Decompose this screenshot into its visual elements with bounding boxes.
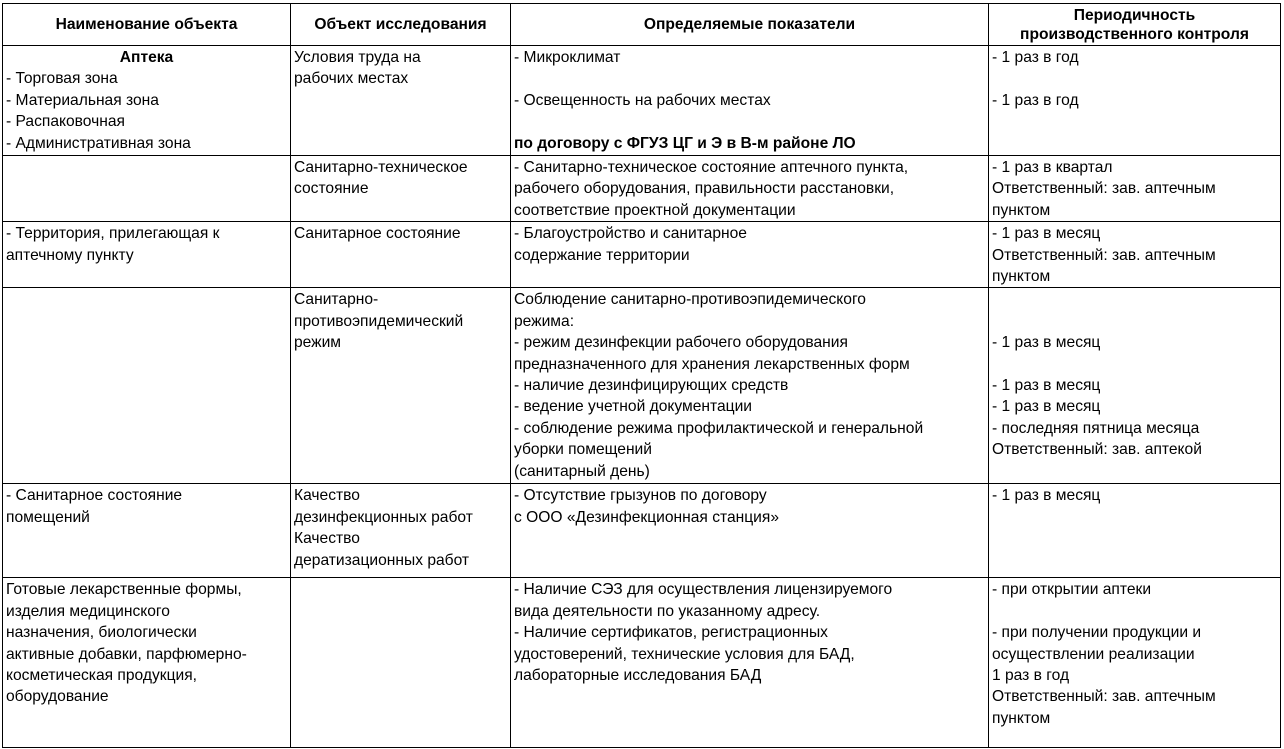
header-periodicity	[989, 4, 1281, 46]
cell-line: Качество	[294, 530, 360, 548]
cell-line: - 1 раз в год	[992, 91, 1079, 109]
cell-line: по договору с ФГУЗ ЦГ и Э в В-м районе ЛО	[514, 134, 856, 152]
header-row	[3, 4, 1281, 46]
cell-indicators	[511, 46, 989, 156]
cell-line: - наличие дезинфицирующих средств	[514, 377, 789, 395]
cell-line: уборки помещений	[514, 441, 652, 459]
cell-line: - Отсутствие грызунов по договору	[514, 487, 767, 505]
cell-line: пунктом	[992, 709, 1051, 727]
header-periodicity-line: производственного контроля	[1020, 25, 1249, 43]
cell-line: Ответственный: зав. аптекой	[992, 441, 1202, 459]
header-periodicity-line: Периодичность	[1073, 6, 1196, 24]
cell-line: Готовые лекарственные формы,	[6, 581, 242, 599]
cell-research-object	[291, 156, 511, 222]
cell-line: косметическая продукция,	[6, 667, 197, 685]
cell-line: - Наличие сертификатов, регистрационных	[514, 624, 828, 642]
cell-object-name	[3, 156, 291, 222]
cell-object-name	[3, 484, 291, 578]
cell-line: изделия медицинского	[6, 602, 170, 620]
table-row	[3, 222, 1281, 288]
cell-line: - 1 раз в год	[992, 49, 1079, 66]
cell-line: - режим дезинфекции рабочего оборудования	[514, 334, 848, 352]
cell-line: Аптека	[119, 49, 174, 66]
cell-line: содержание территории	[514, 246, 690, 264]
cell-indicators	[511, 288, 989, 484]
cell-line: осуществлении реализации	[992, 645, 1195, 663]
cell-line: Ответственный: зав. аптечным	[992, 246, 1216, 264]
cell-line: дератизационных работ	[294, 551, 470, 569]
cell-indicators	[511, 222, 989, 288]
cell-line: - последняя пятница месяца	[992, 419, 1200, 437]
cell-line: вида деятельности по указанному адресу.	[514, 602, 821, 620]
cell-line: Ответственный: зав. аптечным	[992, 180, 1216, 198]
cell-line: режима:	[514, 312, 575, 330]
cell-line: - 1 раз в месяц	[992, 225, 1101, 243]
table-row	[3, 156, 1281, 222]
cell-line	[992, 601, 1277, 622]
cell-periodicity	[989, 484, 1281, 578]
cell-periodicity	[989, 288, 1281, 484]
cell-periodicity	[989, 46, 1281, 156]
cell-line: назначения, биологически	[6, 624, 197, 642]
header-indicators: Определяемые показатели	[511, 4, 989, 46]
cell-line: рабочего оборудования, правильности расстановки,	[514, 180, 895, 198]
cell-line: (санитарный день)	[514, 462, 650, 480]
table-row	[3, 578, 1281, 748]
cell-line: состояние	[294, 180, 369, 198]
cell-line: - при открытии аптеки	[992, 581, 1152, 599]
cell-line: с ООО «Дезинфекционная станция»	[514, 508, 780, 526]
cell-line	[514, 68, 985, 89]
cell-line: предназначенного для хранения лекарственных форм	[514, 355, 910, 373]
cell-periodicity	[989, 222, 1281, 288]
cell-line: - Административная зона	[6, 134, 191, 152]
cell-line: рабочих местах	[294, 70, 409, 88]
cell-line: противоэпидемический	[294, 312, 464, 330]
cell-line: активные добавки, парфюмерно-	[6, 645, 247, 663]
cell-line: 1 раз в год	[992, 667, 1070, 685]
cell-line: Качество	[294, 487, 360, 505]
cell-line: Санитарное состояние	[294, 225, 461, 243]
cell-line: - Материальная зона	[6, 91, 159, 109]
cell-object-name	[3, 288, 291, 484]
cell-line: дезинфекционных работ	[294, 508, 473, 526]
cell-line: - 1 раз в месяц	[992, 487, 1101, 505]
table-row	[3, 46, 1281, 156]
cell-line: соответствие проектной документации	[514, 201, 796, 219]
cell-research-object	[291, 484, 511, 578]
header-object-name: Наименование объекта	[3, 4, 291, 46]
cell-line	[992, 289, 1277, 310]
cell-line: - ведение учетной документации	[514, 398, 752, 416]
cell-research-object	[291, 46, 511, 156]
cell-research-object	[291, 288, 511, 484]
cell-line: - соблюдение режима профилактической и генеральной	[514, 419, 924, 437]
cell-object-name	[3, 46, 291, 156]
cell-line: - Санитарное состояние	[6, 487, 183, 505]
cell-line: - 1 раз в месяц	[992, 377, 1101, 395]
cell-line: - Благоустройство и санитарное	[514, 225, 747, 243]
cell-periodicity	[989, 156, 1281, 222]
cell-line: - 1 раз в месяц	[992, 398, 1101, 416]
cell-line: пунктом	[992, 268, 1051, 286]
cell-line: - Торговая зона	[6, 70, 118, 88]
cell-line: - Наличие СЭЗ для осуществления лицензируемого	[514, 581, 893, 599]
cell-line: - 1 раз в квартал	[992, 159, 1113, 176]
cell-line: - Освещенность на рабочих местах	[514, 91, 771, 109]
cell-indicators	[511, 484, 989, 578]
cell-line	[992, 68, 1277, 89]
cell-line: лабораторные исследования БАД	[514, 667, 762, 685]
cell-line: - Территория, прилегающая к	[6, 225, 220, 243]
table-row	[3, 484, 1281, 578]
cell-line: удостоверений, технические условия для БАД,	[514, 645, 855, 663]
cell-line: Санитарно-техническое	[294, 159, 468, 176]
cell-line	[992, 311, 1277, 332]
cell-line: Условия труда на	[294, 49, 421, 66]
cell-line: - Микроклимат	[514, 49, 621, 66]
cell-line: Соблюдение санитарно-противоэпидемического	[514, 291, 866, 309]
cell-line: режим	[294, 334, 342, 352]
cell-object-name	[3, 578, 291, 748]
cell-line: - при получении продукции и	[992, 624, 1202, 642]
cell-line	[992, 354, 1277, 375]
cell-line	[514, 111, 985, 132]
cell-line: помещений	[6, 508, 90, 526]
cell-object-name	[3, 222, 291, 288]
cell-indicators	[511, 156, 989, 222]
production-control-table	[2, 3, 1281, 748]
cell-line: Ответственный: зав. аптечным	[992, 688, 1216, 706]
cell-line: Санитарно-	[294, 291, 379, 309]
cell-periodicity	[989, 578, 1281, 748]
cell-line: аптечному пункту	[6, 246, 134, 264]
cell-research-object	[291, 578, 511, 748]
cell-indicators	[511, 578, 989, 748]
cell-line: - Распаковочная	[6, 113, 125, 131]
cell-line: - 1 раз в месяц	[992, 334, 1101, 352]
table-row	[3, 288, 1281, 484]
header-research-object: Объект исследования	[291, 4, 511, 46]
cell-line: - Санитарно-техническое состояние аптечного пункта,	[514, 159, 909, 176]
cell-line: пунктом	[992, 201, 1051, 219]
cell-line: оборудование	[6, 688, 109, 706]
cell-research-object	[291, 222, 511, 288]
